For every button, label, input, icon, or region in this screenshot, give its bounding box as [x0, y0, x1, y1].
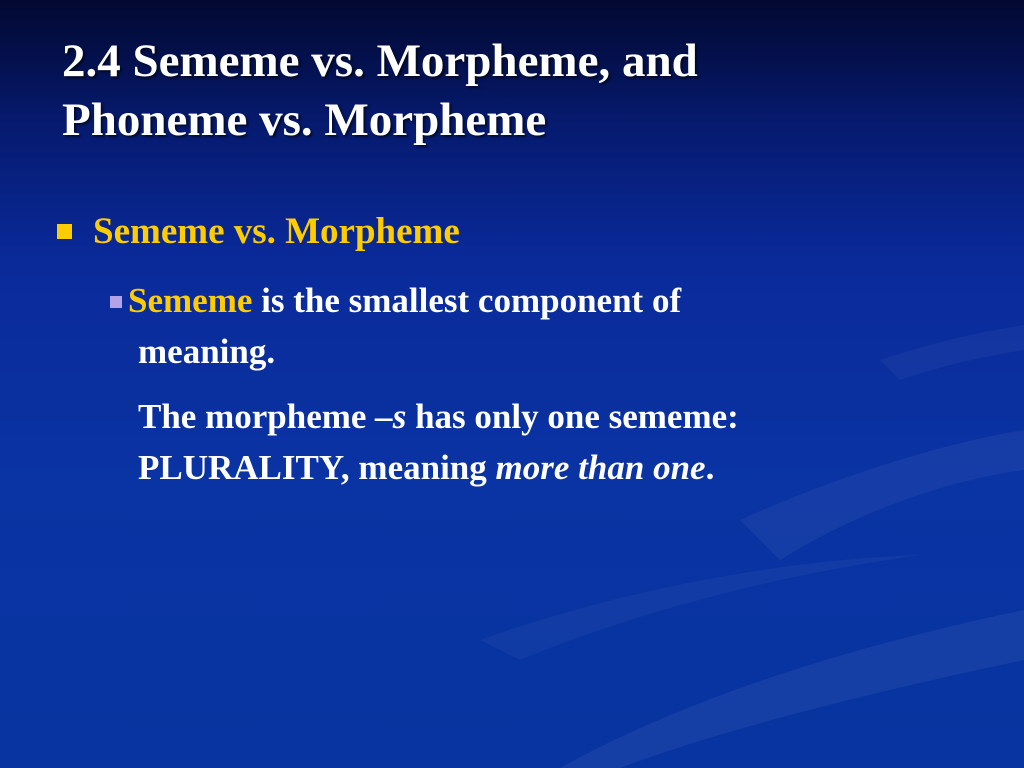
square-bullet-icon [110, 296, 122, 308]
swirl-decoration [560, 610, 1024, 768]
suffix-italic: –s [375, 397, 407, 436]
swirl-decoration [480, 555, 920, 660]
example-text: . [705, 448, 715, 487]
slide-title [62, 32, 962, 150]
example-text: has only one sememe: [406, 397, 739, 436]
bullet-item-sememe-vs-morpheme [57, 209, 460, 255]
definition-text: is the smallest component of [252, 281, 682, 320]
bullet-heading: Sememe vs. Morpheme [93, 211, 460, 252]
sub-bullet-sememe-definition [110, 275, 930, 493]
meaning-italic: more than one [495, 448, 706, 487]
example-line [110, 391, 930, 442]
slide-title-line: Phoneme vs. Morpheme [62, 94, 547, 146]
definition-line [110, 275, 930, 326]
definition-line-continued: meaning. [138, 332, 276, 371]
example-text: PLURALITY, meaning [138, 448, 496, 487]
term-highlight: Sememe [128, 281, 253, 320]
example-line-continued [110, 442, 930, 493]
paragraph-gap [110, 377, 930, 391]
square-bullet-icon [57, 224, 72, 239]
example-text: The morpheme [138, 397, 376, 436]
slide-title-line: 2.4 Sememe vs. Morpheme, and [62, 35, 698, 87]
